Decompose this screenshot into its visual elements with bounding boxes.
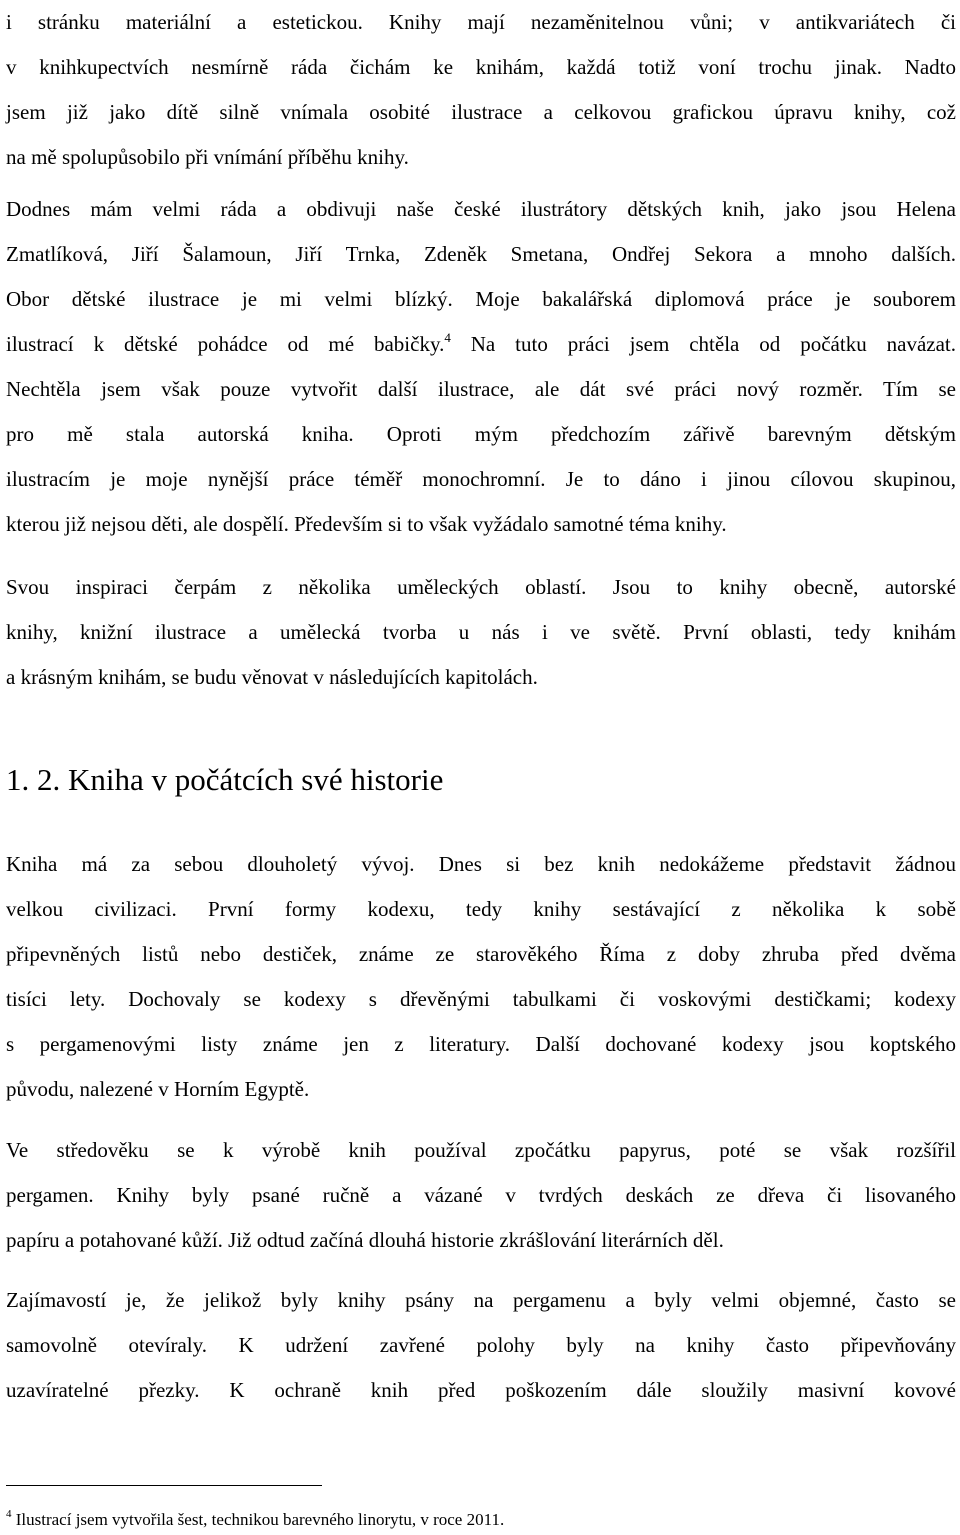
text-line: s pergamenovými listy známe jen z literatury. Další dochované kodexy jsou koptského — [6, 1032, 956, 1056]
text-line: Obor dětské ilustrace je mi velmi blízký. Moje bakalářská diplomová práce je souborem — [6, 287, 956, 311]
text-line: velkou civilizaci. První formy kodexu, tedy knihy sestávající z několika k sobě — [6, 897, 956, 921]
paragraph-history — [6, 842, 956, 1112]
text-line: i stránku materiální a estetickou. Knihy mají nezaměnitelnou vůni; v antikvariátech či — [6, 10, 956, 34]
footnote-reference: 4 — [444, 330, 451, 345]
text-line: ilustracím je moje nynější práce téměř monochromní. Je to dáno i jinou cílovou skupinou, — [6, 467, 956, 491]
text-line: pergamen. Knihy byly psané ručně a vázané v tvrdých deskách ze dřeva či lisovaného — [6, 1183, 956, 1207]
text-line: tisíci lety. Dochovaly se kodexy s dřevěnými tabulkami či voskovými destičkami; kodexy — [6, 987, 956, 1011]
text-line: Zajímavostí je, že jelikož byly knihy psány na pergamenu a byly velmi objemné, často se — [6, 1288, 956, 1312]
paragraph-clasps — [6, 1278, 956, 1413]
text-line: v knihkupectvích nesmírně ráda čichám ke knihám, každá totiž voní trochu jinak. Nadto — [6, 55, 956, 79]
footnote-text: Ilustrací jsem vytvořila šest, technikou barevného linorytu, v roce 2011. — [15, 1510, 505, 1529]
footnote-number: 4 — [6, 1508, 12, 1520]
text-segment: ilustrací k dětské pohádce od mé babičky. — [6, 332, 445, 356]
text-line: připevněných listů nebo destiček, známe ze starověkého Říma z doby zhruba před dvěma — [6, 942, 956, 966]
text-line-with-footnote — [6, 322, 956, 367]
text-segment: Na tuto práci jsem chtěla od počátku navázat. — [450, 332, 956, 356]
text-line: jsem již jako dítě silně vnímala osobité ilustrace a celkovou grafickou úpravu knihy, což — [6, 100, 956, 124]
text-line: Kniha má za sebou dlouholetý vývoj. Dnes si bez knih nedokážeme představit žádnou — [6, 852, 956, 876]
paragraph-intro — [6, 0, 956, 180]
paragraph-middle-ages — [6, 1128, 956, 1263]
text-line: a krásným knihám, se budu věnovat v následujících kapitolách. — [6, 665, 538, 689]
paragraph-illustrators — [6, 187, 956, 547]
section-heading: 1. 2. Kniha v počátcích své historie — [6, 762, 444, 797]
footnote-separator — [6, 1485, 322, 1486]
text-line: na mě spolupůsobilo při vnímání příběhu knihy. — [6, 145, 409, 169]
text-line: Zmatlíková, Jiří Šalamoun, Jiří Trnka, Zdeněk Smetana, Ondřej Sekora a mnoho dalších. — [6, 242, 956, 266]
text-line: Nechtěla jsem však pouze vytvořit další ilustrace, ale dát své práci nový rozměr. Tím se — [6, 377, 956, 401]
paragraph-inspiration — [6, 565, 956, 700]
text-line: původu, nalezené v Horním Egyptě. — [6, 1077, 310, 1101]
text-line: Svou inspiraci čerpám z několika uměleckých oblastí. Jsou to knihy obecně, autorské — [6, 575, 956, 599]
footnote — [6, 1508, 504, 1532]
text-line: uzavíratelné přezky. K ochraně knih před poškozením dále sloužily masivní kovové — [6, 1378, 956, 1402]
text-line: Ve středověku se k výrobě knih používal zpočátku papyrus, poté se však rozšířil — [6, 1138, 956, 1162]
text-line: samovolně otevíraly. K udržení zavřené polohy byly na knihy často připevňovány — [6, 1333, 956, 1357]
text-line: Dodnes mám velmi ráda a obdivuji naše české ilustrátory dětských knih, jako jsou Helena — [6, 197, 956, 221]
text-line: pro mě stala autorská kniha. Oproti mým předchozím zářivě barevným dětským — [6, 422, 956, 446]
text-line: kterou již nejsou děti, ale dospělí. Především si to však vyžádalo samotné téma knihy. — [6, 512, 727, 536]
text-line: knihy, knižní ilustrace a umělecká tvorba u nás i ve světě. První oblasti, tedy knihám — [6, 620, 956, 644]
text-line: papíru a potahované kůží. Již odtud začíná dlouhá historie zkrášlování literárních děl. — [6, 1228, 724, 1252]
